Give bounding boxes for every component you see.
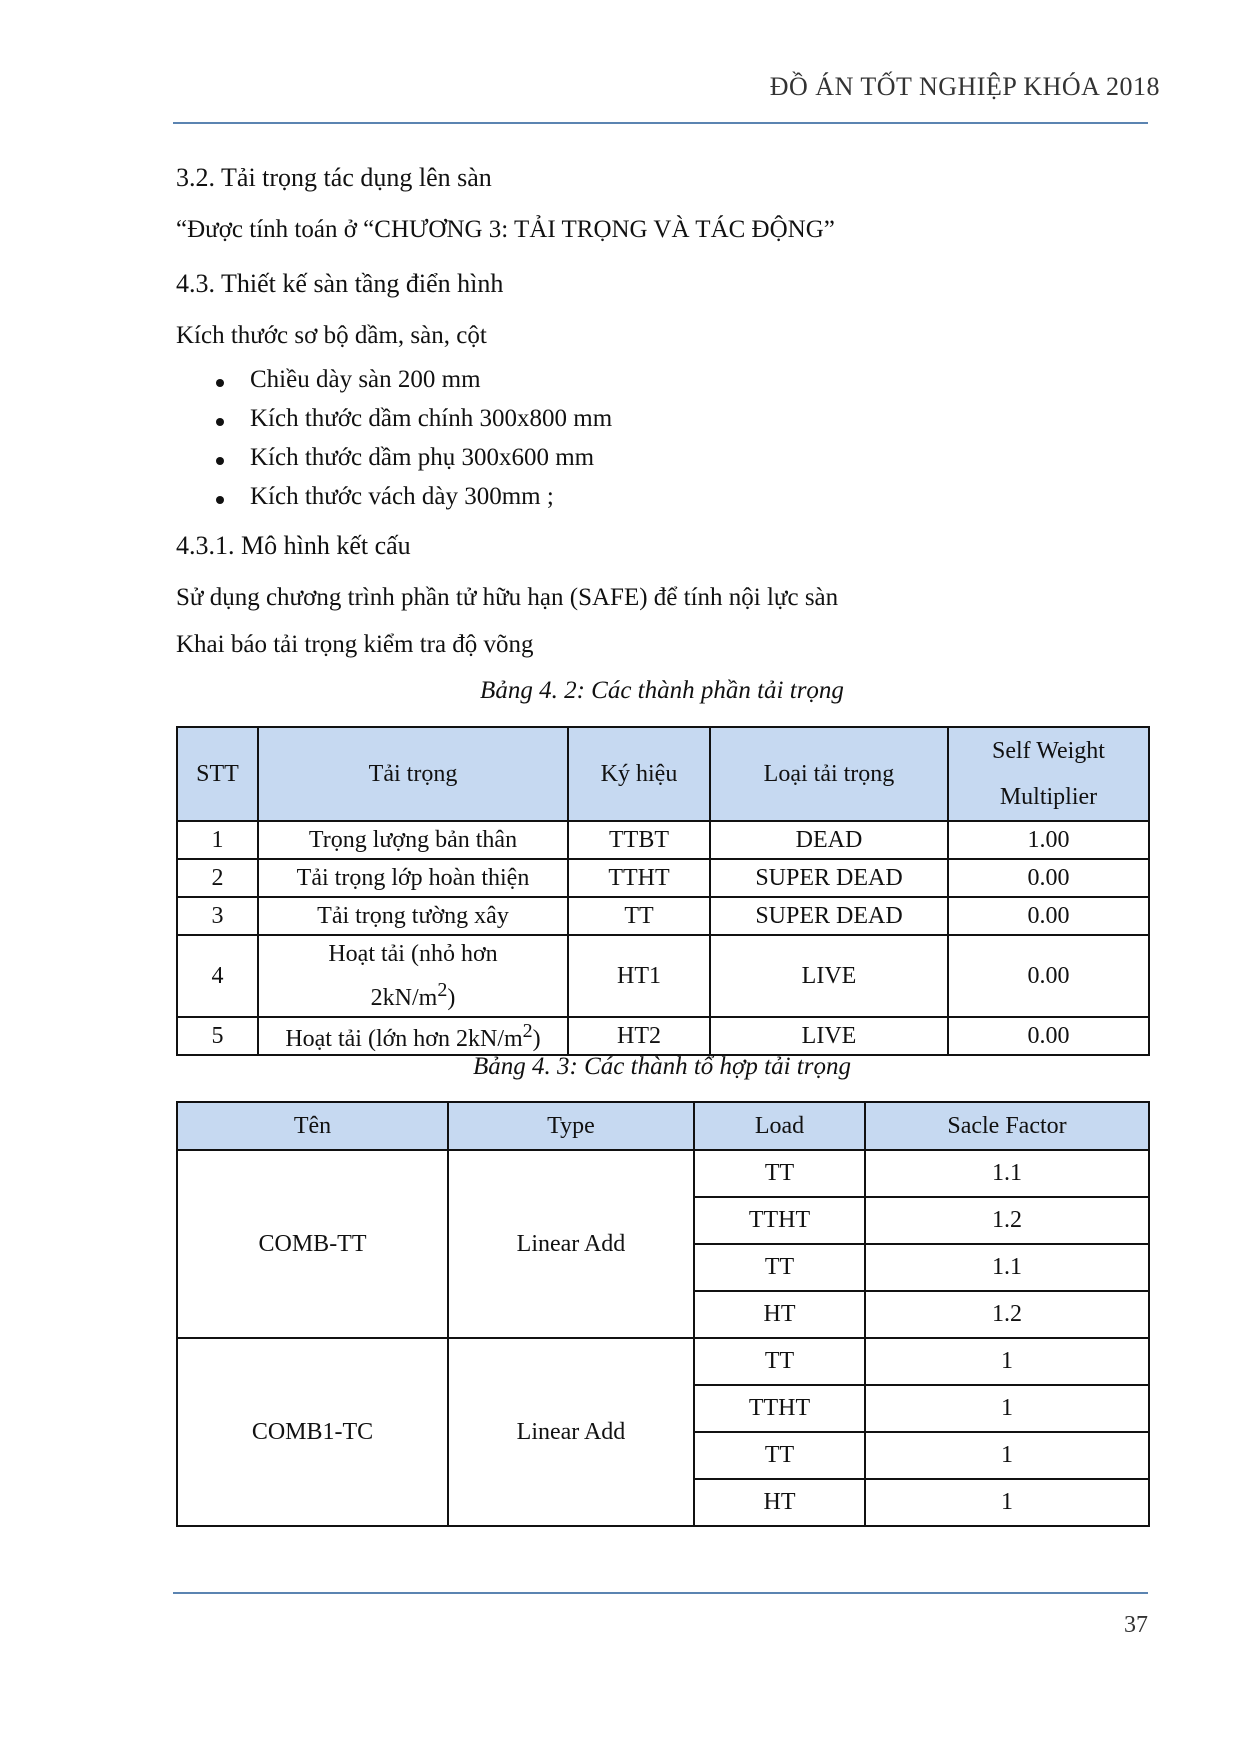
page-header-title: ĐỒ ÁN TỐT NGHIỆP KHÓA 2018 [769,72,1160,101]
cell-factor: 1 [865,1479,1149,1526]
cell-stt: 5 [177,1017,258,1055]
header-load: Load [694,1102,865,1150]
cell-load: HT [694,1479,865,1526]
load-combinations-table [176,1101,1150,1527]
combo-name-cell: COMB-TT [177,1150,448,1338]
cell-stt: 3 [177,897,258,935]
cell-multiplier: 0.00 [948,1017,1149,1055]
cell-symbol: HT2 [568,1017,710,1055]
cell-load: TT [694,1244,865,1291]
header-self-weight-line1: Self Weight [992,738,1105,764]
dimension-bullet-list [210,366,612,522]
header-type: Type [448,1102,694,1150]
cell-load: Trọng lượng bản thân [258,821,568,859]
bullet-text: Chiều dày sàn 200 mm [250,366,481,393]
paragraph-safe: Sử dụng chương trình phần tử hữu hạn (SAFE) để tính nội lực sàn [176,584,839,611]
footer-rule [173,1592,1148,1594]
cell-multiplier: 0.00 [948,897,1149,935]
cell-load: TT [694,1150,865,1197]
cell-load-line1: Hoạt tải (nhỏ hơn [328,941,498,967]
cell-load: Tải trọng lớp hoàn thiện [258,859,568,897]
table-row [177,1338,1149,1385]
header-symbol: Ký hiệu [568,727,710,821]
bullet-icon [216,496,224,504]
cell-load-type: SUPER DEAD [710,859,948,897]
page-number: 37 [1124,1612,1148,1638]
table2-caption: Bảng 4. 3: Các thành tổ hợp tải trọng [473,1053,851,1080]
cell-factor: 1.2 [865,1291,1149,1338]
cell-load: TTHT [694,1197,865,1244]
cell-multiplier: 1.00 [948,821,1149,859]
cell-load: TT [694,1432,865,1479]
paragraph-deflection: Khai báo tải trọng kiểm tra độ võng [176,631,534,658]
cell-load-text: Hoạt tải (lớn hơn 2kN/m [285,1025,523,1052]
cell-load [258,1017,568,1055]
cell-load: TTHT [694,1385,865,1432]
header-self-weight-line2: Multiplier [999,784,1098,810]
cell-load-close: ) [532,1025,541,1052]
table-row [177,935,1149,1017]
bullet-icon [216,379,224,387]
cell-factor: 1 [865,1338,1149,1385]
table-header-row [177,727,1149,821]
header-stt: STT [177,727,258,821]
section-heading-4-3-1: 4.3.1. Mô hình kết cấu [176,531,411,560]
cell-load-type: SUPER DEAD [710,897,948,935]
table-row [177,1017,1149,1055]
cell-load-type: DEAD [710,821,948,859]
combo-name-cell: COMB1-TC [177,1338,448,1526]
table-header-row [177,1102,1149,1150]
cell-load-type: LIVE [710,935,948,1017]
cell-multiplier: 0.00 [948,859,1149,897]
bullet-text: Kích thước dầm phụ 300x600 mm [250,444,595,471]
combo-type-cell: Linear Add [448,1150,694,1338]
bullet-text: Kích thước dầm chính 300x800 mm [250,405,613,432]
header-load-type: Loại tải trọng [710,727,948,821]
cell-factor: 1.1 [865,1150,1149,1197]
bullet-icon [216,418,224,426]
section-heading-4-3: 4.3. Thiết kế sàn tầng điển hình [176,269,504,298]
bullet-icon [216,457,224,465]
cell-load: TT [694,1338,865,1385]
cell-factor: 1.2 [865,1197,1149,1244]
unit-superscript: 2 [522,1019,533,1042]
bullet-text: Kích thước vách dày 300mm ; [250,483,554,510]
cell-load [258,935,568,1017]
list-item [210,405,612,444]
cell-stt: 1 [177,821,258,859]
header-name: Tên [177,1102,448,1150]
combo-type-cell: Linear Add [448,1338,694,1526]
header-rule [173,122,1148,124]
cell-load: HT [694,1291,865,1338]
cell-factor: 1 [865,1385,1149,1432]
header-self-weight [948,727,1149,821]
cell-load-unit: 2kN/m [370,985,438,1011]
cell-factor: 1.1 [865,1244,1149,1291]
quote-paragraph: “Được tính toán ở “CHƯƠNG 3: TẢI TRỌNG VÀ TÁC ĐỘNG” [176,216,835,243]
cell-symbol: TTBT [568,821,710,859]
cell-symbol: TT [568,897,710,935]
cell-load-type: LIVE [710,1017,948,1055]
header-scale-factor: Sacle Factor [865,1102,1149,1150]
load-components-table [176,726,1150,1056]
cell-symbol: HT1 [568,935,710,1017]
list-item [210,444,612,483]
cell-factor: 1 [865,1432,1149,1479]
table-row [177,1150,1149,1197]
table1-caption: Bảng 4. 2: Các thành phần tải trọng [480,677,844,704]
cell-stt: 4 [177,935,258,1017]
cell-multiplier: 0.00 [948,935,1149,1017]
list-item [210,366,612,405]
unit-superscript: 2 [437,979,448,1001]
table-row [177,821,1149,859]
table-row [177,859,1149,897]
cell-load-close: ) [447,985,456,1011]
cell-symbol: TTHT [568,859,710,897]
header-load: Tải trọng [258,727,568,821]
section-heading-3-2: 3.2. Tải trọng tác dụng lên sàn [176,163,492,192]
list-item [210,483,612,522]
cell-stt: 2 [177,859,258,897]
table-row [177,897,1149,935]
cell-load: Tải trọng tường xây [258,897,568,935]
intro-paragraph: Kích thước sơ bộ dầm, sàn, cột [176,322,487,349]
